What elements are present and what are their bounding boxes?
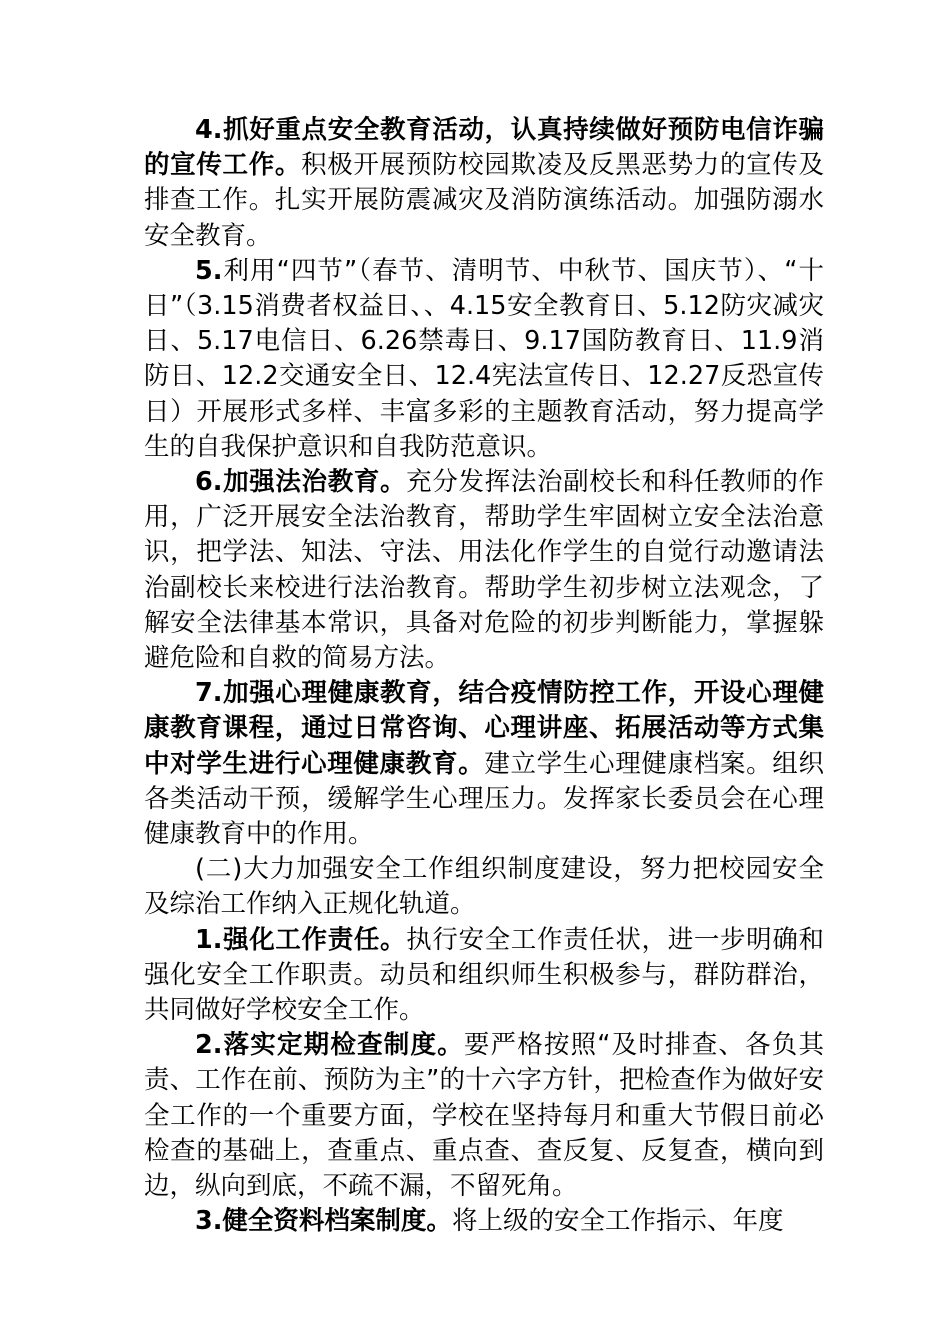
paragraph-item-5 [144, 254, 824, 465]
paragraph-item-2 [144, 1028, 824, 1204]
paragraph-body: (二)大力加强安全工作组织制度建设，努力把校园安全及综治工作纳入正规化轨道。 [144, 854, 824, 920]
paragraph-item-6 [144, 465, 824, 676]
paragraph-body: 积极开展预防校园欺凌及反黑恶势力的宣传及排查工作。扎实开展防震减灾及消防演练活动。加强防溺水安全教育。 [144, 150, 824, 251]
paragraph-item-4 [144, 113, 824, 254]
paragraph-heading: 1.强化工作责任。 [195, 924, 407, 955]
paragraph-heading: 4.抓好重点安全教育活动，认真持续做好预防电信诈骗的宣传工作。 [144, 115, 824, 181]
paragraph-item-1 [144, 923, 824, 1029]
paragraph-heading: 3.健全资料档案制度。 [195, 1206, 452, 1237]
document-page [144, 113, 824, 1240]
paragraph-body: 利用“四节”（春节、清明节、中秋节、国庆节）、“十日”（3.15消费者权益日、、4.15安全教育日、5.12防灾减灾日、5.17电信日、6.26禁毒日、9.17国防教育日、11.9消防日、12.2交通安全日、12.4宪法宣传日、12.27反恐宣传日）开展形式多样、丰富多彩的主题教育活动，努力提高学生的自我保护意识和自我防范意识。 [144, 255, 824, 462]
paragraph-heading: 7.加强心理健康教育，结合疫情防控工作，开设心理健康教育课程，通过日常咨询、心理讲座、拓展活动等方式集中对学生进行心理健康教育。 [144, 678, 824, 779]
paragraph-body: 充分发挥法治副校长和科任教师的作用，广泛开展安全法治教育，帮助学生牢固树立安全法治意识，把学法、知法、守法、用法化作学生的自觉行动邀请法治副校长来校进行法治教育。帮助学生初步树立法观念，了解安全法律基本常识，具备对危险的初步判断能力，掌握躲避危险和自救的简易方法。 [144, 467, 824, 674]
paragraph-body: 建立学生心理健康档案。组织各类活动干预，缓解学生心理压力。发挥家长委员会在心理健康教育中的作用。 [144, 748, 824, 850]
paragraph-heading: 5. [195, 255, 223, 286]
paragraph-body: 将上级的安全工作指示、年度 [451, 1206, 784, 1237]
paragraph-item-7 [144, 676, 824, 852]
paragraph-body: 要严格按照“及时排查、各负其责、工作在前、预防为主”的十六字方针，把检查作为做好安全工作的一个重要方面，学校在坚持每月和重大节假日前必检查的基础上，查重点、重点查、查反复、反复查，横向到边，纵向到底，不疏不漏，不留死角。 [144, 1030, 824, 1202]
paragraph-item-3 [144, 1204, 824, 1239]
paragraph-heading: 6.加强法治教育。 [195, 467, 407, 498]
paragraph-heading: 2.落实定期检查制度。 [195, 1030, 464, 1061]
section-heading-2 [144, 852, 824, 922]
paragraph-body: 执行安全工作责任状，进一步明确和强化安全工作职责。动员和组织师生积极参与，群防群治，共同做好学校安全工作。 [144, 924, 824, 1026]
